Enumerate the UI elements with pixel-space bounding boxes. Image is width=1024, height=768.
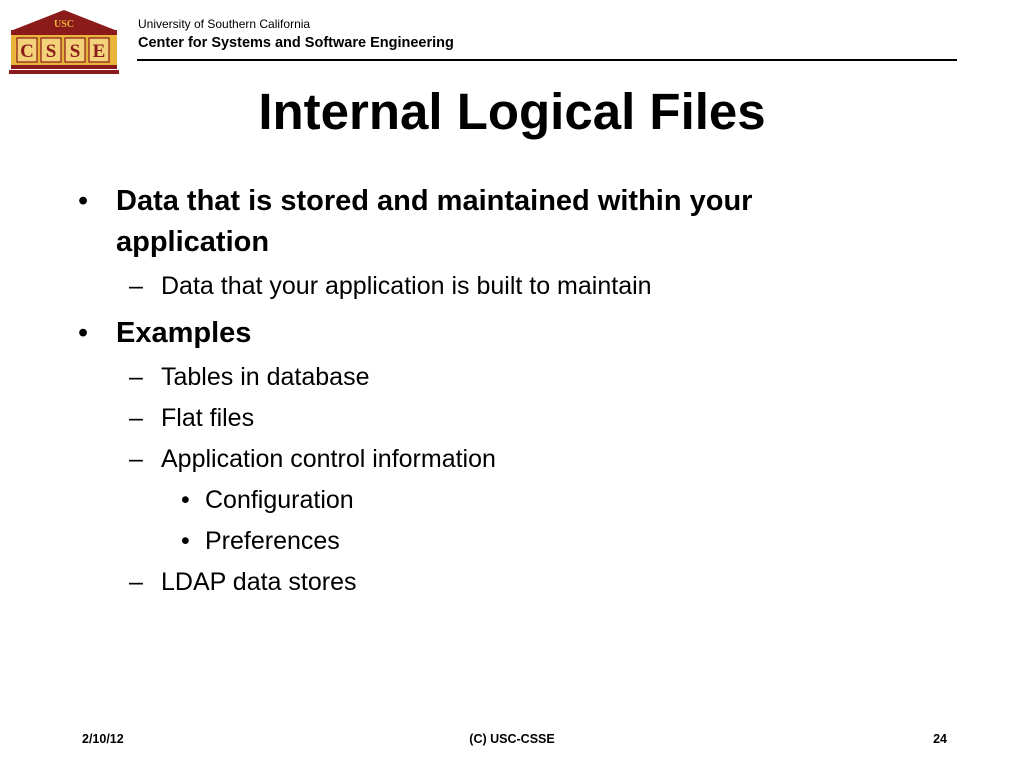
dash-marker: –: [129, 568, 143, 596]
svg-text:S: S: [45, 41, 57, 62]
bullet-text: Application control information: [161, 445, 496, 473]
bullet-text: Data that your application is built to maintain: [161, 272, 652, 300]
footer-page-number: 24: [933, 732, 947, 746]
bullet-text: Examples: [116, 317, 252, 349]
svg-text:E: E: [92, 41, 106, 62]
bullet-marker: •: [181, 527, 190, 555]
dash-marker: –: [129, 363, 143, 391]
dash-marker: –: [129, 404, 143, 432]
bullet-text: Tables in database: [161, 363, 370, 391]
bullet-item: [78, 181, 753, 221]
bullet-text: Data that is stored and maintained within your: [116, 185, 753, 217]
sub-bullet-item: [129, 362, 370, 392]
footer-date: 2/10/12: [82, 732, 124, 746]
sub-bullet-item: [129, 444, 496, 474]
bullet-text: Flat files: [161, 404, 255, 432]
dash-marker: –: [129, 272, 143, 300]
bullet-text: Configuration: [205, 486, 354, 514]
sub-bullet-item: [129, 271, 652, 301]
sub-bullet-item: [129, 567, 357, 597]
bullet-text: LDAP data stores: [161, 568, 357, 596]
svg-text:S: S: [69, 41, 81, 62]
svg-text:USC: USC: [53, 19, 75, 30]
dash-marker: –: [129, 445, 143, 473]
slide-title: Internal Logical Files: [258, 83, 766, 140]
bullet-marker: •: [78, 317, 89, 349]
bullet-item-continuation: [116, 222, 269, 262]
bullet-marker: •: [78, 185, 89, 217]
sub-sub-bullet-item: [181, 485, 354, 515]
university-name: University of Southern California: [138, 17, 311, 31]
sub-bullet-item: [129, 403, 255, 433]
bullet-marker: •: [181, 486, 190, 514]
footer-copyright: (C) USC-CSSE: [469, 732, 555, 746]
bullet-text: application: [116, 226, 270, 258]
bullet-text: Preferences: [205, 527, 340, 555]
sub-sub-bullet-item: [181, 526, 340, 556]
center-name: Center for Systems and Software Engineering: [138, 35, 454, 51]
bullet-item: [78, 313, 252, 353]
svg-text:C: C: [20, 41, 34, 62]
